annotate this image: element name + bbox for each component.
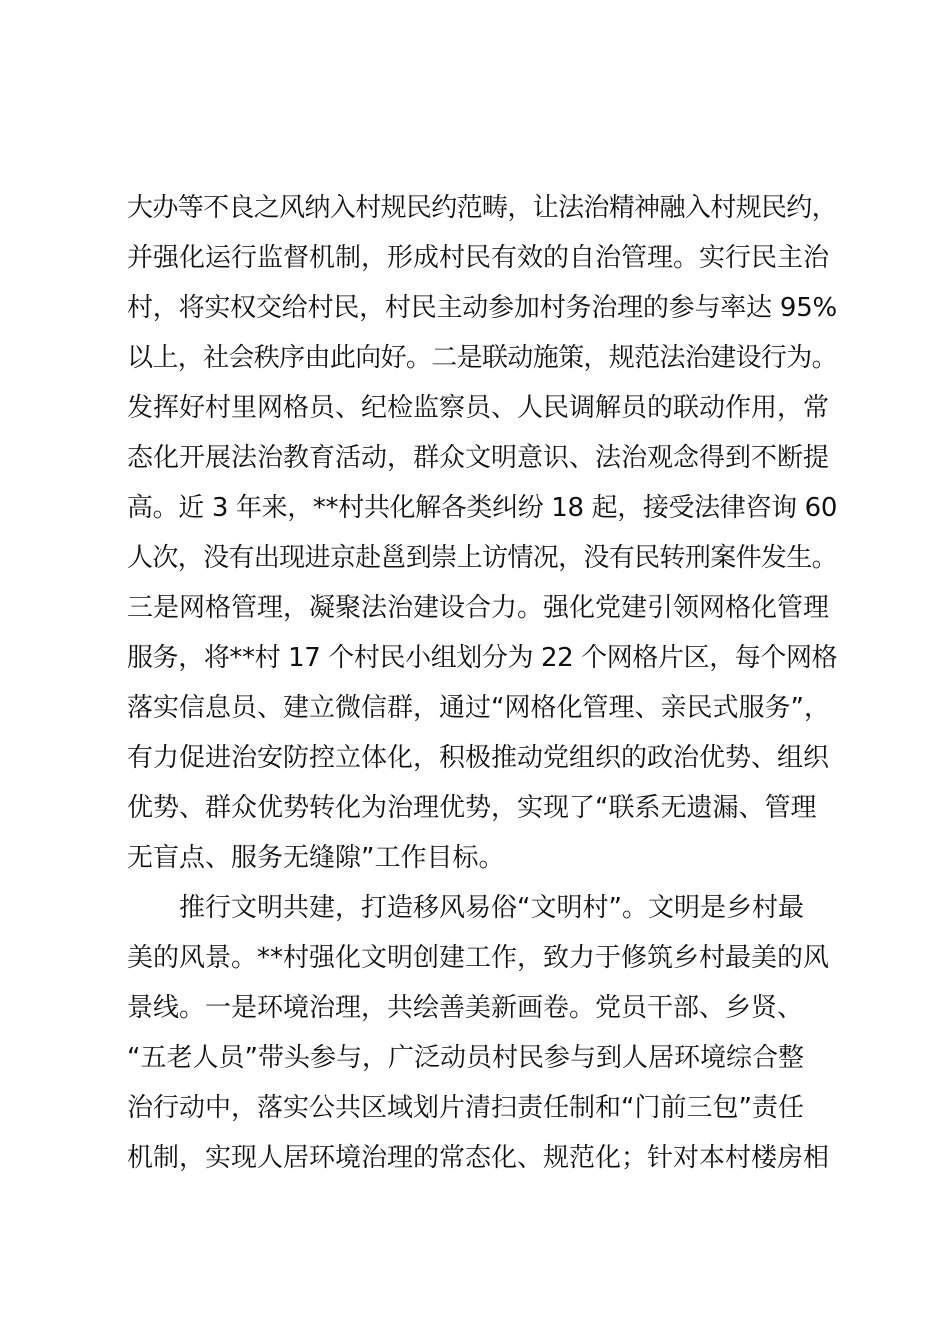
text-line: 并强化运行监督机制，形成村民有效的自治管理。实行民主治 <box>127 243 830 273</box>
text-line: 以上，社会秩序由此向好。二是联动施策，规范法治建设行为。 <box>127 343 837 373</box>
text-line: 态化开展法治教育活动，群众文明意识、法治观念得到不断提 <box>127 443 830 473</box>
text-line: 机制，实现人居环境治理的常态化、规范化；针对本村楼房相 <box>127 1143 830 1173</box>
text-line: 人次，没有出现进京赴邕到崇上访情况，没有民转刑案件发生。 <box>127 543 837 573</box>
text-line: 治行动中，落实公共区域划片清扫责任制和“门前三包”责任 <box>127 1093 804 1123</box>
text-line: 景线。一是环境治理，共绘善美新画卷。党员干部、乡贤、 <box>127 993 804 1023</box>
text-line: 大办等不良之风纳入村规民约范畴，让法治精神融入村规民约， <box>127 193 837 223</box>
paragraph-start-line: 推行文明共建，打造移风易俗“文明村”。文明是乡村最 <box>179 893 804 923</box>
text-line: 落实信息员、建立微信群，通过“网格化管理、亲民式服务”， <box>127 693 830 723</box>
text-line: 优势、群众优势转化为治理优势，实现了“联系无遗漏、管理 <box>127 793 817 823</box>
text-line: 有力促进治安防控立体化，积极推动党组织的政治优势、组织 <box>127 743 830 773</box>
text-line: 高。近 3 年来，**村共化解各类纠纷 18 起，接受法律咨询 60 <box>127 493 837 523</box>
text-line: 三是网格管理，凝聚法治建设合力。强化党建引领网格化管理 <box>127 593 830 623</box>
text-line: 村，将实权交给村民，村民主动参加村务治理的参与率达 95% <box>127 293 837 323</box>
text-line: 美的风景。**村强化文明创建工作，致力于修筑乡村最美的风 <box>127 943 830 973</box>
text-line: 服务，将**村 17 个村民小组划分为 22 个网格片区，每个网格 <box>127 643 837 673</box>
text-line: 无盲点、服务无缝隙”工作目标。 <box>127 843 505 873</box>
body-text <box>127 183 837 1183</box>
text-line: “五老人员”带头参与，广泛动员村民参与到人居环境综合整 <box>127 1043 804 1073</box>
text-line: 发挥好村里网格员、纪检监察员、人民调解员的联动作用，常 <box>127 393 830 423</box>
